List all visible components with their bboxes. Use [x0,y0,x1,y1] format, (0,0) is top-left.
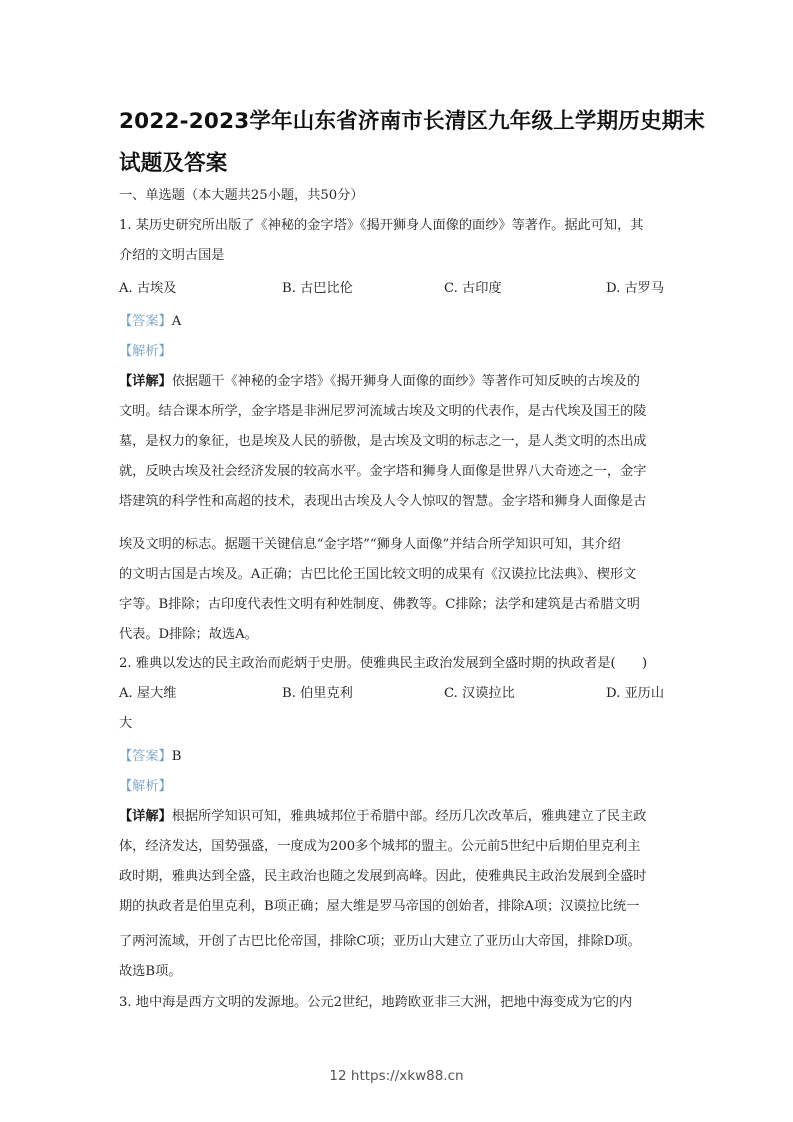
q2-answer [119,749,181,765]
analysis-label: 【解析】 [119,344,172,359]
q2-option-a: A. 屋大维 [119,686,177,701]
q1-detail-line-3: 墓，是权力的象征，也是埃及人民的骄傲，是古埃及文明的标志之一，是人类文明的杰出成 [119,434,647,449]
q2-option-b: B. 伯里克利 [282,686,353,701]
q1-answer [119,314,181,330]
section-header: 一、单选题（本大题共25小题，共50分） [119,188,364,203]
q1-option-c: C. 古印度 [444,281,502,296]
q1-detail-line-7: 的文明古国是古埃及。A正确；古巴比伦王国比较文明的成果有《汉谟拉比法典》、楔形文 [119,567,637,582]
page-footer [0,1068,793,1084]
q1-detail-line-2: 文明。结合课本所学，金字塔是非洲尼罗河流域古埃及文明的代表作，是古代埃及国王的陵 [119,404,647,419]
q2-option-d-wrap: 大 [119,716,133,731]
answer-value: A [171,314,182,329]
detail-label: 【详解】 [119,374,172,389]
q3-stem-line-1: 3. 地中海是西方文明的发源地。公元2世纪，地跨欧亚非三大洲，把地中海变成为它的内 [119,995,633,1010]
answer-label: 【答案】 [119,749,172,764]
q1-detail-line-1: 【详解】依据题干《神秘的金字塔》《揭开狮身人面像的面纱》等著作可知反映的古埃及的 [119,374,640,389]
q2-detail-line-1: 【详解】根据所学知识可知，雅典城邦位于希腊中部。经历几次改革后，雅典建立了民主政 [119,809,647,824]
answer-label: 【答案】 [119,314,172,329]
q1-detail-line-9: 代表。D排除；故选A。 [119,627,258,642]
q2-detail-line-6: 故选B项。 [119,964,182,979]
detail-label: 【详解】 [119,809,172,824]
q1-stem-line-1: 1. 某历史研究所出版了《神秘的金字塔》《揭开狮身人面像的面纱》等著作。据此可知，其 [119,218,644,233]
q1-analysis [119,344,172,360]
q2-detail-line-2: 体，经济发达，国势强盛，一度成为200多个城邦的盟主。公元前5世纪中后期伯里克利主 [119,839,641,854]
q1-detail-line-6: 埃及文明的标志。据题干关键信息“金字塔”“狮身人面像”并结合所学知识可知，其介绍 [119,537,621,552]
answer-value: B [171,749,182,764]
q1-option-d: D. 古罗马 [606,281,665,296]
q2-option-c: C. 汉谟拉比 [444,686,515,701]
q2-option-d: D. 亚历山 [606,686,665,701]
footer-url: https://xkw88.cn [350,1068,464,1084]
q1-option-a: A. 古埃及 [119,281,177,296]
analysis-label: 【解析】 [119,779,172,794]
q1-stem-line-2: 介绍的文明古国是 [119,248,225,263]
q1-detail-line-5: 塔建筑的科学性和高超的技术，表现出古埃及人令人惊叹的智慧。金字塔和狮身人面像是古 [119,494,647,509]
q2-detail-line-3: 政时期，雅典达到全盛，民主政治也随之发展到高峰。因此，使雅典民主政治发展到全盛时 [119,869,647,884]
page-title-line-1: 2022-2023学年山东省济南市长清区九年级上学期历史期末 [119,109,706,134]
page-title-line-2: 试题及答案 [119,151,228,176]
page-number: 12 [329,1068,347,1084]
q2-detail-line-4: 期的执政者是伯里克利，B项正确；屋大维是罗马帝国的创始者，排除A项；汉谟拉比统一 [119,899,640,914]
q1-option-b: B. 古巴比伦 [282,281,353,296]
q2-analysis [119,779,172,795]
q2-stem-line-1: 2. 雅典以发达的民主政治而彪炳于史册。使雅典民主政治发展到全盛时期的执政者是( ) [119,656,648,671]
q2-detail-line-5: 了两河流域，开创了古巴比伦帝国，排除C项；亚历山大建立了亚历山大帝国，排除D项。 [119,934,641,949]
q1-detail-line-8: 字等。B排除；古印度代表性文明有种姓制度、佛教等。C排除；法学和建筑是古希腊文明 [119,597,640,612]
q1-detail-line-4: 就，反映古埃及社会经济发展的较高水平。金字塔和狮身人面像是世界八大奇迹之一，金字 [119,464,647,479]
